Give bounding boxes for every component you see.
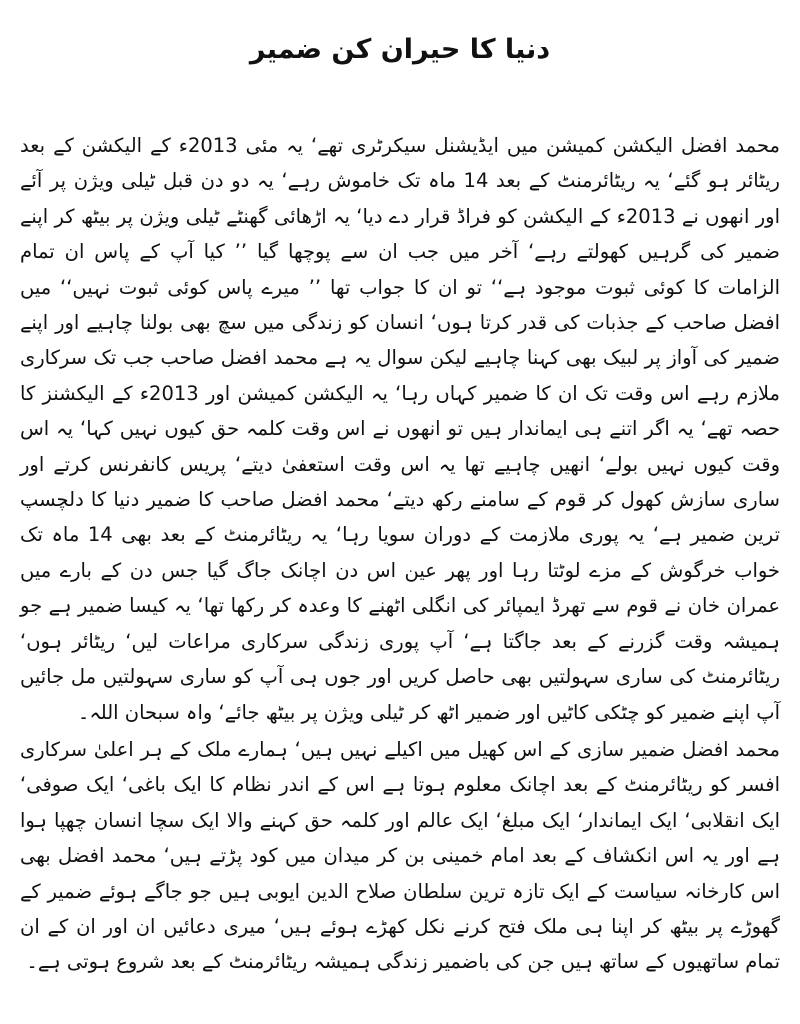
article-body xyxy=(20,128,780,980)
article-title: دنیا کا حیران کن ضمیر xyxy=(249,34,551,65)
paragraph-1: محمد افضل الیکشن کمیشن میں ایڈیشنل سیکرٹری تھے‘ یہ مئی 2013ء کے الیکشن کے بعد ریٹائر ہو گئے‘ یہ ریٹائرمنٹ کے بعد 14 ماہ تک خاموش رہے‘ یہ دو دن قبل ٹیلی ویژن پر آئے اور انھوں نے 2013ء کے الیکشن کو فراڈ قرار دے دیا‘ یہ اڑھائی گھنٹے ٹیلی ویژن پر بیٹھ کر اپنے ضمیر کی گرہیں کھولتے رہے‘ آخر میں جب ان سے پوچھا گیا ’’ کیا آپ کے پاس ان تمام الزامات کا کوئی ثبوت موجود ہے‘‘ تو ان کا جواب تھا ’’ میرے پاس کوئی ثبوت نہیں‘‘ میں افضل صاحب کے جذبات کی قدر کرتا ہوں‘ انسان کو زندگی میں سچ بھی بولنا چاہیے اور اپنے ضمیر کی آواز پر لبیک بھی کہنا چاہیے لیکن سوال یہ ہے محمد افضل صاحب جب تک سرکاری ملازم رہے اس وقت تک ان کا ضمیر کہاں رہا‘ یہ الیکشن کمیشن اور 2013ء کے الیکشنز کا حصہ تھے‘ یہ اگر اتنے ہی ایماندار ہیں تو انھوں نے اس وقت کلمہ حق کیوں نہیں کہا‘ یہ اس وقت کیوں نہیں بولے‘ انھیں چاہیے تھا یہ اس وقت استعفیٰ دیتے‘ پریس کانفرنس کرتے اور ساری سازش کھول کر قوم کے سامنے رکھ دیتے‘ محمد افضل صاحب کا ضمیر دنیا کا دلچسپ ترین ضمیر ہے‘ یہ پوری ملازمت کے دوران سویا رہا‘ یہ ریٹائرمنٹ کے بعد بھی 14 ماہ تک خواب خرگوش کے مزے لوٹتا رہا اور پھر عین اس دن اچانک جاگ گیا جس دن کے بارے میں عمران خان نے قوم سے تھرڈ ایمپائر کی انگلی اٹھنے کا وعدہ کر رکھا تھا‘ یہ کیسا ضمیر ہے جو ہمیشہ وقت گزرنے کے بعد جاگتا ہے‘ آپ پوری زندگی سرکاری مراعات لیں‘ ریٹائر ہوں‘ ریٹائرمنٹ کی ساری سہولتیں بھی حاصل کریں اور جوں ہی آپ کو ساری سہولتیں مل جائیں آپ اپنے ضمیر کو چٹکی کاٹیں اور ضمیر اٹھ کر ٹیلی ویژن پر بیٹھ جائے‘ واہ سبحان اللہ۔ xyxy=(20,134,780,724)
paragraph-2: محمد افضل ضمیر سازی کے اس کھیل میں اکیلے نہیں ہیں‘ ہمارے ملک کے ہر اعلیٰ سرکاری افسر کو ریٹائرمنٹ کے بعد اچانک معلوم ہوتا ہے اس کے اندر نظام کا ایک باغی‘ ایک صوفی‘ ایک انقلابی‘ ایک ایماندار‘ ایک مبلغ‘ ایک عالم اور کلمہ حق کہنے والا ایک سچا انسان چھپا ہوا ہے اور یہ اس انکشاف کے بعد امام خمینی بن کر میدان میں کود پڑتے ہیں‘ محمد افضل بھی اس کارخانہ سیاست کے ایک تازہ ترین سلطان صلاح الدین ایوبی ہیں جو جاگے ہوئے ضمیر کے گھوڑے پر بیٹھ کر اپنا ہی ملک فتح کرنے نکل کھڑے ہوئے ہیں‘ میری دعائیں ان اور ان کے ان تمام ساتھیوں کے ساتھ ہیں جن کی باضمیر زندگی ہمیشہ ریٹائرمنٹ کے بعد شروع ہوتی ہے۔ xyxy=(20,737,780,974)
